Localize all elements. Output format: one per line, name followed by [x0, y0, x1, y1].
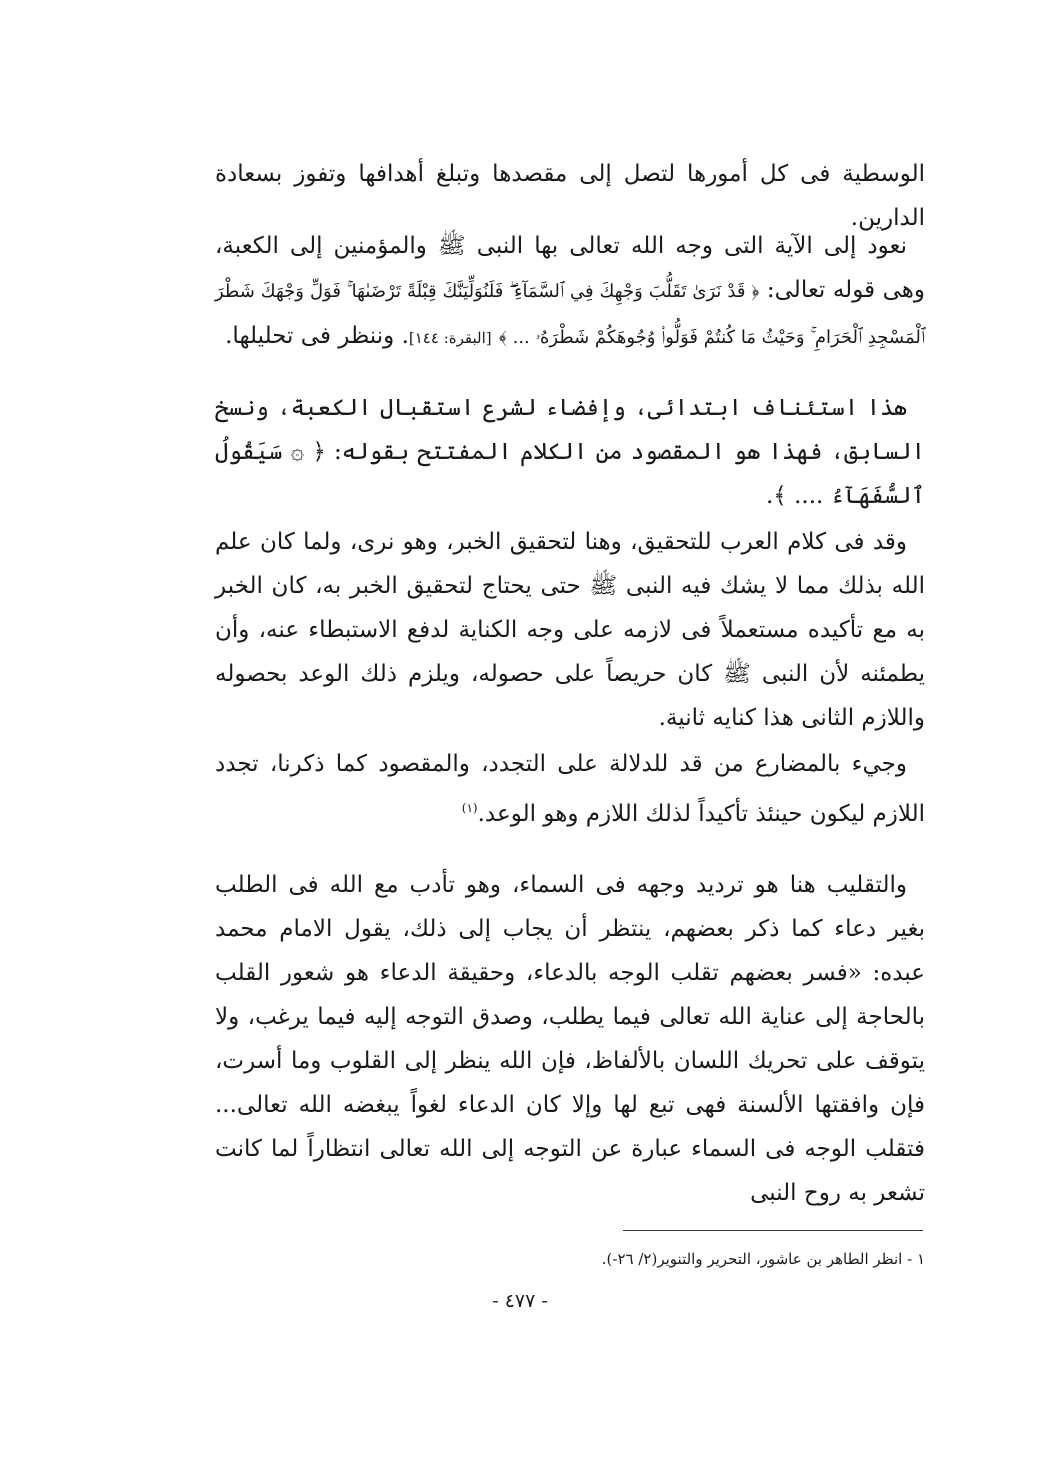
paragraph-1-text: الوسطية فى كل أمورها لتصل إلى مقصدها وتبلغ أهدافها وتفوز بسعادة الدارين. — [215, 161, 925, 231]
paragraph-2 — [215, 224, 925, 360]
paragraph-3 — [215, 386, 925, 518]
paragraph-5-text: وجيء بالمضارع من قد للدلالة على التجدد، والمقصود كما ذكرنا، تجدد اللازم ليكون حينئذ تأكيداً لذلك اللازم وهو الوعد. — [215, 751, 925, 827]
paragraph-5 — [215, 742, 925, 836]
paragraph-4-text: وقد فى كلام العرب للتحقيق، وهنا لتحقيق الخبر، وهو نرى، ولما كان علم الله بذلك مما لا يشك فيه النبى ﷺ حتى يحتاج لتحقيق الخبر به، كان الخبر به مع تأكيده مستعملاً فى لازمه على وجه الكناية لدفع الاستبطاء عنه، وأن يطمئنه لأن النبى ﷺ كان حريصاً على حصوله، ويلزم ذلك الوعد بحصوله واللازم الثانى هذا كنايه ثانية. — [215, 529, 925, 731]
paragraph-2-intro: نعود إلى الآية التى وجه الله تعالى بها النبى ﷺ والمؤمنين إلى الكعبة، وهى قوله تعالى: — [215, 233, 925, 303]
page-number: - ٤٧٧ - — [492, 1290, 548, 1312]
paragraph-4 — [215, 520, 925, 740]
paragraph-6-text: والتقليب هنا هو ترديد وجهه فى السماء، وهو تأدب مع الله فى الطلب بغير دعاء كما ذكر بعضهم، ينتظر أن يجاب إلى ذلك، يقول الامام محمد عبده: «فسر بعضهم تقلب الوجه بالدعاء، وحقيقة الدعاء هو شعور القلب بالحاجة إلى عناية الله تعالى فيما يطلب، وصدق التوجه إليه فيما يرغب، ولا يتوقف على تحريك اللسان بالألفاظ، فإن الله ينظر إلى القلوب وما أسرت، فإن وافقتها الألسنة فهى تبع لها وإلا كان الدعاء لغواً يبغضه الله تعالى... فتقلب الوجه فى السماء عبارة عن التوجه إلى الله تعالى انتظاراً لما كانت تشعر به روح النبى — [215, 872, 925, 1206]
paragraph-2-tail: . وننظر فى تحليلها. — [225, 323, 409, 349]
paragraph-6 — [215, 863, 925, 1215]
quran-verse: ﴿ قَدْ نَرَىٰ تَقَلُّبَ وَجْهِكَ فِي ٱلسَّمَآءِ ۖ فَلَنُوَلِّيَنَّكَ قِبْلَةً تَرْضَىٰهَا ۚ فَوَلِّ وَجْهَكَ شَطْرَ ٱلْمَسْجِدِ ٱلْحَرَامِ ۚ وَحَيْثُ مَا كُنتُمْ فَوَلُّوا۟ وُجُوهَكُمْ شَطْرَهُۥ ... ﴾ — [215, 281, 925, 348]
footnote-marker: (١) — [461, 801, 478, 815]
footnote-divider — [623, 1230, 923, 1231]
paragraph-3-text: هذا استئناف ابتدائى، وإفضاء لشرع استقبال الكعبة، ونسخ السابق، فهذا هو المقصود من الكلام المفتتح بقوله: ﴿ ۞ سَيَقُولُ ٱلسُّفَهَآءُ .... ﴾. — [215, 395, 925, 509]
footnote — [470, 1248, 925, 1270]
footnote-text: ١ - انظر الطاهر بن عاشور، التحرير والتنوير(٢/ ٢٦-). — [601, 1250, 925, 1268]
verse-reference: [البقرة: ١٤٤] — [408, 329, 492, 347]
